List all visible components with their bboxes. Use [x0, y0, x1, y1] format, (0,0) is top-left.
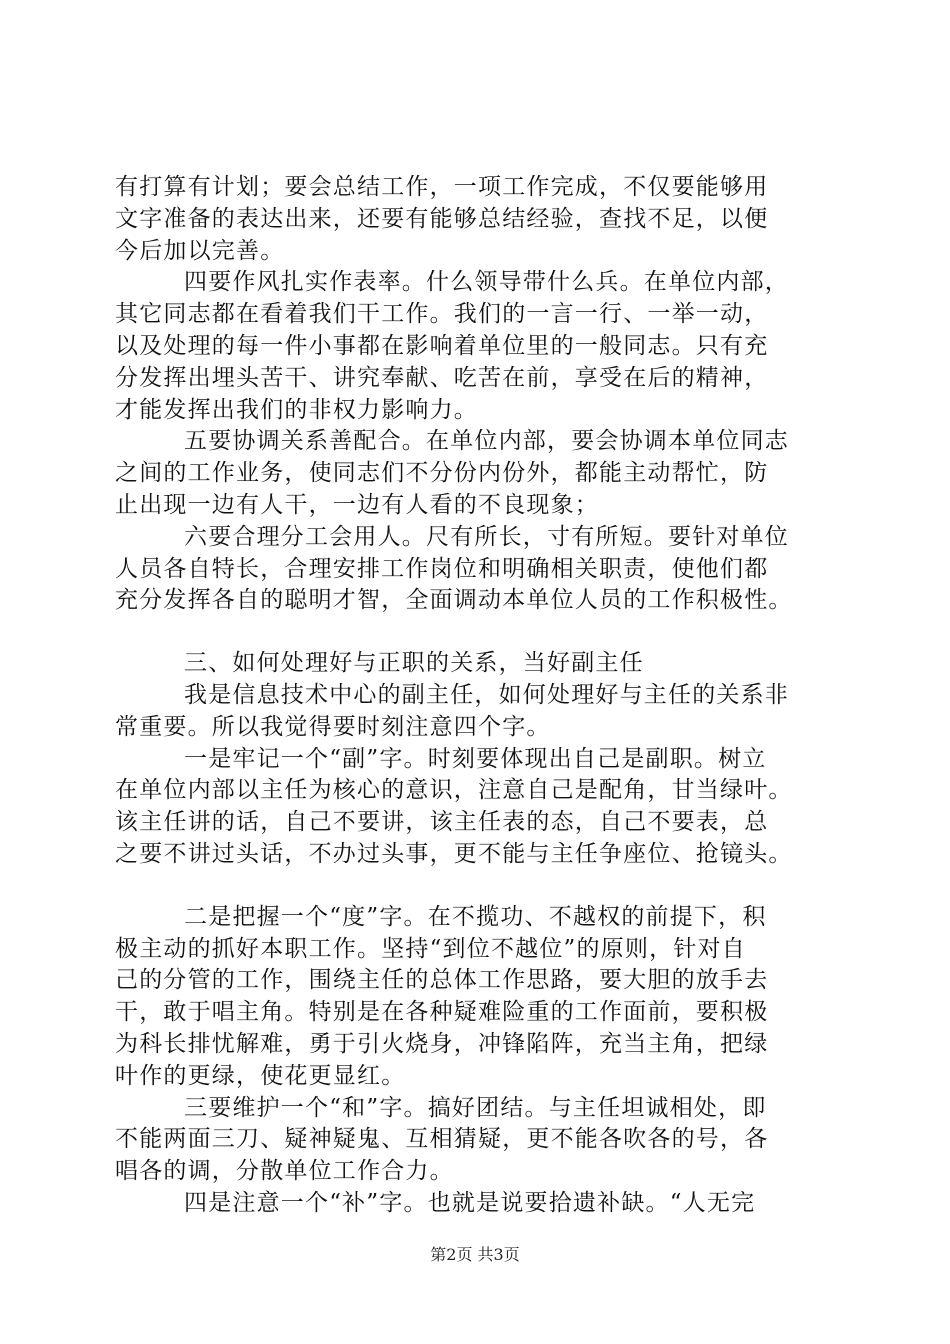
- body-line: 在单位内部以主任为核心的意识，注意自己是配角，甘当绿叶。: [115, 777, 793, 804]
- section-heading: 三、如何处理好与正职的关系，当好副主任: [184, 650, 644, 677]
- body-line: 人员各自特长，合理安排工作岗位和明确相关职责，使他们都: [115, 555, 769, 582]
- paragraph-start-line: 四要作风扎实作表率。什么领导带什么兵。在单位内部，: [184, 269, 789, 296]
- body-line: 其它同志都在看着我们干工作。我们的一言一行、一举一动，: [115, 301, 769, 328]
- body-line: 之要不讲过头话，不办过头事，更不能与主任争座位、抢镜头。: [115, 840, 793, 867]
- body-line: 有打算有计划；要会总结工作，一项工作完成，不仅要能够用: [115, 174, 769, 200]
- body-line: 不能两面三刀、疑神疑鬼、互相猜疑，更不能各吹各的号，各: [115, 1126, 769, 1153]
- body-line: 极主动的抓好本职工作。坚持“到位不越位”的原则，针对自: [115, 935, 746, 962]
- body-line: 叶作的更绿，使花更显红。: [115, 1062, 406, 1089]
- body-line: 今后加以完善。: [115, 237, 285, 264]
- body-line: 文字准备的表达出来，还要有能够总结经验，查找不足，以便: [115, 205, 769, 232]
- body-line: 之间的工作业务，使同志们不分份内份外，都能主动帮忙，防: [115, 460, 769, 487]
- paragraph-start-line: 二是把握一个“度”字。在不揽功、不越权的前提下，积: [184, 903, 767, 930]
- paragraph-start-line: 三要维护一个“和”字。搞好团结。与主任坦诚相处，即: [184, 1094, 767, 1121]
- paragraph-gap: [115, 617, 855, 648]
- body-line: 以及处理的每一件小事都在影响着单位里的一般同志。只有充: [115, 332, 769, 359]
- body-line: 止出现一边有人干，一边有人看的不良现象；: [115, 491, 599, 518]
- body-line: 己的分管的工作，围绕主任的总体工作思路，要大胆的放手去: [115, 967, 769, 994]
- body-line: 才能发挥出我们的非权力影响力。: [115, 396, 478, 423]
- body-line: 常重要。所以我觉得要时刻注意四个字。: [115, 713, 551, 740]
- body-line: 为科长排忧解难，勇于引火烧身，冲锋陷阵，充当主角，把绿: [115, 1030, 769, 1057]
- body-line: 该主任讲的话，自己不要讲，该主任表的态，自己不要表，总: [115, 809, 769, 836]
- paragraph-gap: [115, 871, 855, 902]
- body-line: 唱各的调，分散单位工作合力。: [115, 1158, 454, 1185]
- body-line: 充分发挥各自的聪明才智，全面调动本单位人员的工作积极性。: [115, 587, 793, 614]
- paragraph-start-line: 四是注意一个“补”字。也就是说要拾遗补缺。“人无完: [184, 1189, 756, 1216]
- document-body: [115, 172, 855, 1220]
- page-number-label: 第2页 共3页: [430, 1245, 520, 1264]
- paragraph-start-line: 六要合理分工会用人。尺有所长，寸有所短。要针对单位: [184, 523, 789, 550]
- page-footer: [0, 1244, 950, 1266]
- paragraph-start-line: 我是信息技术中心的副主任，如何处理好与主任的关系非: [184, 681, 789, 708]
- paragraph-start-line: 一是牢记一个“副”字。时刻要体现出自己是副职。树立: [184, 745, 767, 772]
- paragraph-start-line: 五要协调关系善配合。在单位内部，要会协调本单位同志: [184, 428, 789, 455]
- body-line: 干，敢于唱主角。特别是在各种疑难险重的工作面前，要积极: [115, 999, 769, 1026]
- body-line: 分发挥出埋头苦干、讲究奉献、吃苦在前，享受在后的精神，: [115, 364, 769, 391]
